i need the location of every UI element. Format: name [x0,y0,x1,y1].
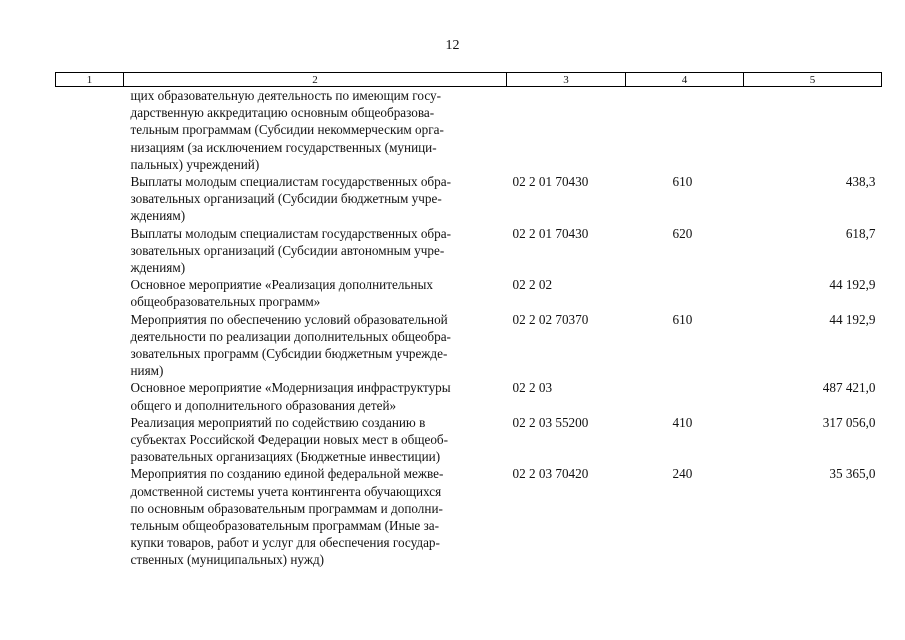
description-line: Основное мероприятие «Реализация дополнительных [130,277,433,293]
row-cell-empty [56,276,124,310]
table-row [56,87,882,174]
row-expense-type: 240 [672,466,693,482]
row-description [124,225,507,277]
description-line: ственных (муниципальных) нужд) [130,552,325,568]
description-line: щих образовательную деятельность по имеющим госу- [130,88,441,103]
page-number: 12 [445,38,460,53]
row-expense-type [626,379,744,413]
row-expense-type: 410 [672,414,693,430]
column-number-1: 1 [56,73,124,87]
row-target-code: 02 2 03 [512,380,553,396]
row-expense-type: 620 [672,225,693,241]
description-line: разовательных организациях (Бюджетные инвестиции) [130,449,441,465]
row-cell-empty [56,173,124,225]
description-line: общего и дополнительного образования детей» [130,397,397,413]
row-target-code: 02 2 01 70430 [512,174,589,190]
table-row [56,311,882,380]
row-target-code [507,87,626,174]
description-line: по основным образовательным программам и дополни- [130,500,443,516]
description-line: тельным программам (Субсидии некоммерческим орга- [130,122,444,138]
table-row [56,276,882,310]
row-description [124,87,507,174]
description-line: Выплаты молодым специалистам государственных обра- [130,225,451,241]
column-number-4: 4 [626,73,744,87]
description-line: зовательных организаций (Субсидии бюджетным учре- [130,191,442,207]
budget-table [55,72,882,569]
description-line: зовательных организаций (Субсидии автономным учре- [130,242,445,258]
row-target-code: 02 2 02 [512,277,553,293]
row-description [124,276,507,310]
row-cell-empty [56,87,124,174]
description-line: Реализация мероприятий по содействию созданию в [130,414,426,430]
column-number-2: 2 [124,73,507,87]
description-line: Мероприятия по обеспечению условий образовательной [130,311,448,327]
table-row [56,414,882,466]
column-number-3: 3 [507,73,626,87]
table-row [56,465,882,568]
description-line: Мероприятия по созданию единой федеральной межве- [130,466,444,482]
row-target-code: 02 2 03 70420 [512,466,589,482]
description-line: дарственную аккредитацию основным общеобразова- [130,105,435,121]
row-cell-empty [56,225,124,277]
row-target-code: 02 2 01 70430 [512,225,589,241]
description-line: пальных) учреждений) [130,156,260,172]
description-line: Основное мероприятие «Модернизация инфраструктуры [130,380,451,396]
row-amount: 618,7 [845,225,876,241]
description-line: ниям) [130,363,164,379]
row-amount: 35 365,0 [829,466,876,482]
row-amount: 438,3 [845,174,876,190]
description-line: ждениям) [130,208,186,224]
description-line: купки товаров, работ и услуг для обеспечения государ- [130,535,440,551]
row-cell-empty [56,311,124,380]
table-body [56,87,882,569]
row-description [124,173,507,225]
column-number-5: 5 [744,73,882,87]
row-description [124,311,507,380]
row-cell-empty [56,465,124,568]
row-target-code: 02 2 03 55200 [512,414,589,430]
row-amount: 487 421,0 [822,380,876,396]
row-cell-empty [56,379,124,413]
row-cell-empty [56,414,124,466]
row-amount [744,87,882,174]
row-amount: 44 192,9 [829,277,876,293]
description-line: Выплаты молодым специалистам государственных обра- [130,174,451,190]
table-row [56,379,882,413]
table-header [56,73,882,87]
row-description [124,414,507,466]
row-description [124,379,507,413]
table-row [56,225,882,277]
row-expense-type: 610 [672,311,693,327]
description-line: низациям (за исключением государственных (муници- [130,139,437,155]
description-line: общеобразовательных программ» [130,294,321,310]
row-description [124,465,507,568]
description-line: ждениям) [130,260,186,276]
description-line: деятельности по реализации дополнительных общеобра- [130,328,451,344]
row-target-code: 02 2 02 70370 [512,311,589,327]
description-line: тельным общеобразовательным программам (Иные за- [130,518,440,534]
description-line: зовательных программ (Субсидии бюджетным учрежде- [130,346,448,362]
table-row [56,173,882,225]
row-amount: 44 192,9 [829,311,876,327]
description-line: домственной системы учета контингента обучающихся [130,483,442,499]
row-expense-type [626,87,744,174]
row-expense-type [626,276,744,310]
row-expense-type: 610 [672,174,693,190]
row-amount: 317 056,0 [822,414,876,430]
column-number-row [56,73,882,87]
description-line: субъектах Российской Федерации новых мест в общеоб- [130,432,449,448]
